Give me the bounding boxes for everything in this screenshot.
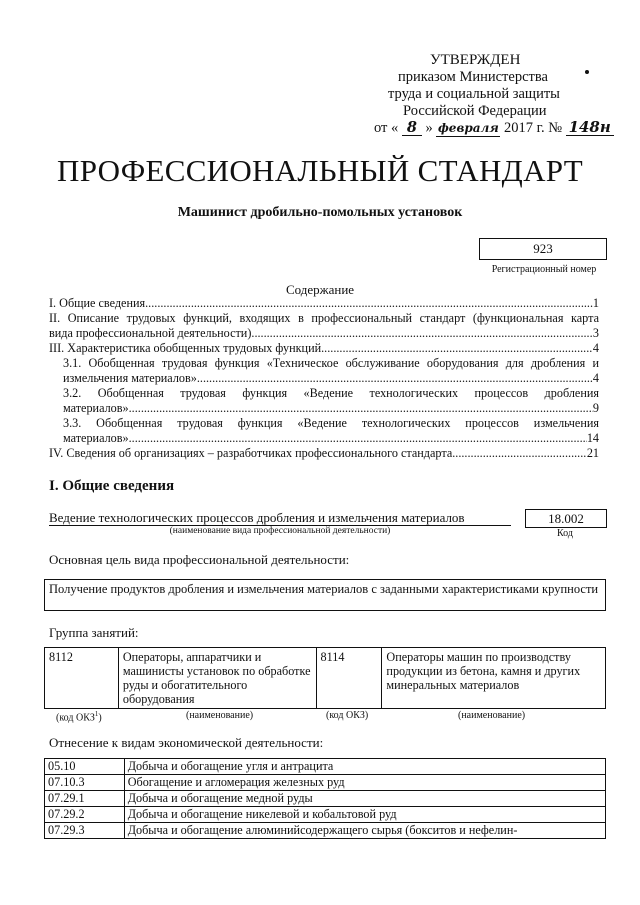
toc-entry[interactable]: вида профессиональной деятельности) ..... 3 [49,326,599,341]
group-label: Группа занятий: [49,625,139,640]
okved-code: 05.10 [45,759,125,775]
activity-code-caption: Код [557,528,573,539]
okz-name-caption: (наименование) [458,710,526,721]
okved-name: Добыча и обогащение угля и антрацита [124,759,605,775]
ink-dot [585,70,589,74]
table-row [45,648,606,709]
approval-order-line: приказом Министерства [398,69,548,85]
standard-name: Машинист дробильно-помольных установок [177,205,463,220]
approval-ministry-line: труда и социальной защиты [388,86,560,102]
toc-entry[interactable]: IV. Сведения об организациях – разработчиках профессионального стандарта ..... 21 [49,446,599,461]
okz-code-caption: (код ОКЗ$^1$) [56,710,102,724]
occupation-code: 8114 [316,648,382,709]
okz-code-caption: (код ОКЗ) [326,710,369,721]
toc-entry[interactable]: материалов» ..... 14 [49,431,599,446]
toc-entry-line1[interactable]: 3.2. Обобщенная трудовая функция «Ведение технологических процессов дробления [63,386,599,400]
table-row [45,823,606,839]
approval-country-line: Российской Федерации [403,103,547,119]
okved-code: 07.29.2 [45,807,125,823]
toc-entry-line1[interactable]: 3.3. Обобщенная трудовая функция «Ведение технологических процессов измельчения [63,416,599,430]
approval-block [360,52,610,137]
okz-name-caption: (наименование) [186,710,254,721]
toc-entry-line1[interactable]: II. Описание трудовых функций, входящих в профессиональный стандарт (функциональная карта [49,311,599,325]
okved-table [44,758,606,839]
toc-entry[interactable]: I. Общие сведения ..... 1 [49,296,599,311]
document-title: ПРОФЕССИОНАЛЬНЫЙ СТАНДАРТ [57,153,583,188]
approval-date-line [360,120,610,137]
activity-area-name: Ведение технологических процессов дробления и измельчения материалов [49,510,511,526]
table-of-contents [49,296,599,461]
okved-name: Добыча и обогащение медной руды [124,791,605,807]
toc-entry[interactable]: III. Характеристика обобщенных трудовых функций ..... 4 [49,341,599,356]
toc-entry[interactable]: материалов» ..... 9 [49,401,599,416]
table-row [45,759,606,775]
okved-code: 07.29.1 [45,791,125,807]
toc-entry[interactable]: измельчения материалов» ..... 4 [49,371,599,386]
okved-code: 07.10.3 [45,775,125,791]
okved-code: 07.29.3 [45,823,125,839]
date-month: февраля [437,121,499,135]
occupation-code: 8112 [45,648,119,709]
order-number: 148н [566,120,614,136]
approval-title: УТВЕРЖДЕН [430,52,521,68]
toc-heading: Содержание [285,282,355,297]
okved-name: Обогащение и агломерация железных руд [124,775,605,791]
toc-entry-line1[interactable]: 3.1. Обобщенная трудовая функция «Техническое обслуживание оборудования для дробления и [63,356,599,370]
okved-name: Добыча и обогащение никелевой и кобальтовой руд [124,807,605,823]
occupation-name: Операторы, аппаратчики и машинисты установок по обработке руды и обогатительного оборудования [118,648,316,709]
goal-label: Основная цель вида профессиональной деятельности: [49,552,350,567]
okved-label: Отнесение к видам экономической деятельности: [49,735,324,750]
date-day: 8 [402,120,422,136]
table-row [45,791,606,807]
okved-name: Добыча и обогащение алюминийсодержащего сырья (бокситов и нефелин- [124,823,605,839]
date-prefix: от « [374,120,399,136]
table-row [45,775,606,791]
goal-text: Получение продуктов дробления и измельчения материалов с заданными характеристиками крупности [44,579,606,611]
occupation-name: Операторы машин по производству продукции из бетона, камня и других минеральных материалов [382,648,606,709]
section-heading: I. Общие сведения [49,478,175,494]
activity-code: 18.002 [525,509,607,528]
date-year: 2017 г. № [504,120,563,136]
table-row [45,807,606,823]
activity-area-caption: (наименование вида профессиональной деятельности) [169,526,391,536]
registration-label: Регистрационный номер [491,264,597,275]
occupation-table [44,647,606,709]
date-mid: » [425,120,433,136]
registration-number: 923 [479,238,607,260]
